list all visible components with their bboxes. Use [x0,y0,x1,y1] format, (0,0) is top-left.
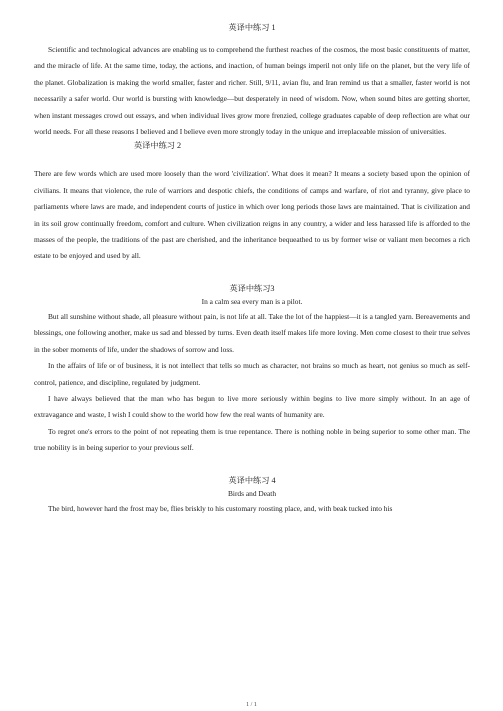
section-2-paragraph: There are few words which are used more loosely than the word 'civilization'. What does it mean? It means a society based upon the opinion of civilians. It means that violence, the rule of warriors and despotic chiefs, the conditions of camps and warfare, of riot and tyranny, give place to parliaments where laws are made, and independent courts of justice in which over long periods those laws are maintained. That is civilization and in its soil grow continually freedom, comfort and culture. When civilization reigns in any country, a wider and less harassed life is afforded to the masses of the people, the traditions of the past are cherished, and the inheritance bequeathed to us by former wise or valiant men becomes a rich estate to be enjoyed and used by all. [34,169,470,261]
page-number: 1 / 1 [246,702,257,708]
section-4-paragraph: The bird, however hard the frost may be, flies briskly to his customary roosting place, and, with beak tucked into his [48,503,393,513]
section-3-title: 英译中练习3 [229,283,275,293]
document-page [34,22,470,517]
section-1-title: 英译中练习 1 [228,23,276,32]
section-4-title: 英译中练习 4 [228,475,276,485]
section-1-paragraph: Scientific and technological advances are enabling us to comprehend the furthest reaches of the cosmos, the most basic constituents of matter, and the miracle of life. At the same time, today, the actions, and inaction, of human beings imperil not only life on the planet, but the very life of the planet. Globalization is making the world smaller, faster and richer. Still, 9/11, avian flu, and Iran remind us that a smaller, faster world is not necessarily a safer world. Our world is bursting with knowledge—but desperately in need of wisdom. Now, when sound bites are getting shorter, when instant messages crowd out essays, and when individual lives grow more frenzied, college graduates capable of deep reflection are what our world needs. For all these reasons I believed and I believe even more strongly today in the unique and irreplaceable mission of universities. [34,45,470,137]
section-3-paragraph: I have always believed that the man who has begun to live more seriously within begins to live more simply without. In an age of extravagance and waste, I wish I could show to the world how few the real wants of humanity are. [34,393,470,420]
section-4-subtitle: Birds and Death [227,488,277,498]
section-3-paragraph: To regret one's errors to the point of not repeating them is true repentance. There is nothing noble in being superior to some other man. The true nobility is in being superior to your previous self. [34,426,470,453]
section-3-paragraph: But all sunshine without shade, all pleasure without pain, is not life at all. Take the lot of the happiest—it is a tangled yarn. Bereavements and blessings, one following another, make us sad and blessed by turns. Even death itself makes life more loving. Men come closest to their true selves in the sober moments of life, under the shadows of sorrow and loss. [34,311,470,354]
section-2-title: 英译中练习 2 [134,141,182,151]
section-3-subtitle: In a calm sea every man is a pilot. [201,296,303,306]
section-3-paragraph: In the affairs of life or of business, it is not intellect that tells so much as character, not brains so much as heart, not genius so much as self-control, patience, and discipline, regulated by judgment. [34,361,470,387]
